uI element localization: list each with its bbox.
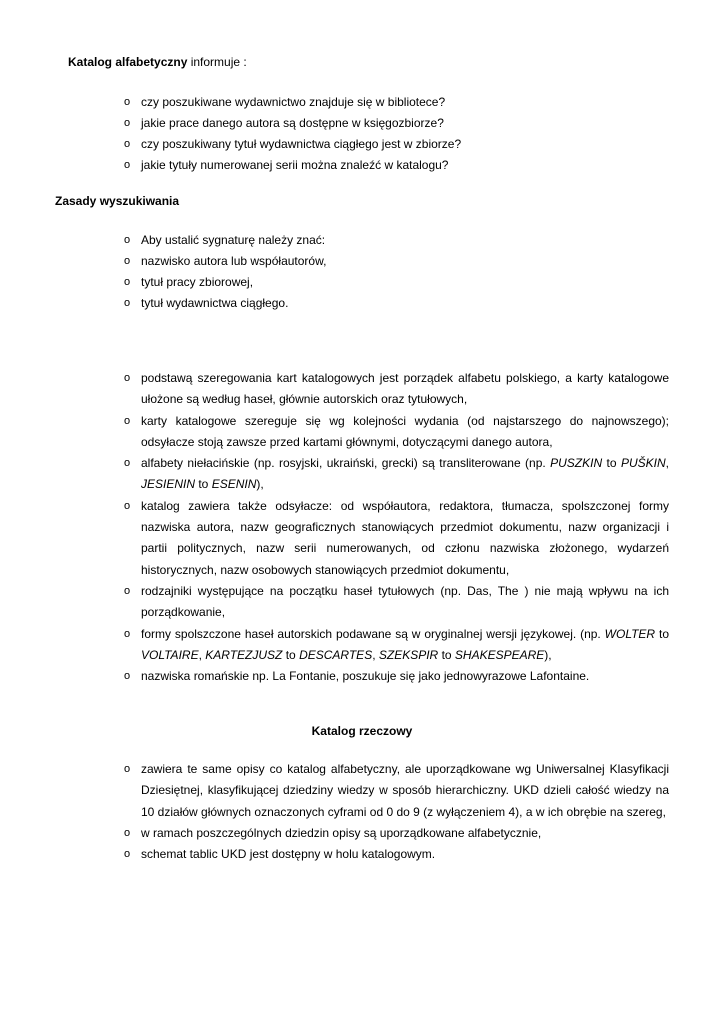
list-item: o zawiera te same opisy co katalog alfabetyczny, ale uporządkowane wg Uniwersalnej Klasyfikacji Dziesiętnej, klasyfikującej dziedziny wiedzy w sposób hierarchiczny. UKD dzieli całość wiedzy na 10 działów głównych oznaczonych cyframi od 0 do 9 (z wyłączeniem 4), a w ich obrębie na szereg,	[124, 759, 669, 823]
bullet-icon: o	[124, 255, 131, 267]
search-rules-heading: Zasady wyszukiwania	[55, 194, 180, 208]
bullet-icon: o	[124, 276, 131, 288]
bullet-icon: o	[124, 372, 131, 384]
list-item: o tytuł wydawnictwa ciągłego.	[124, 293, 684, 314]
list-item: o tytuł pracy zbiorowej,	[124, 272, 684, 293]
bullet-icon: o	[124, 96, 131, 108]
bullet-icon: o	[124, 627, 131, 640]
list-item: o nazwiska romańskie np. La Fontanie, poszukuje się jako jednowyrazowe Lafontaine.	[124, 666, 669, 687]
list-item: o podstawą szeregowania kart katalogowych jest porządek alfabetu polskiego, a karty katalogowe ułożone są według haseł, głównie autorskich oraz tytułowych,	[124, 368, 669, 411]
signature-requirements-list	[124, 230, 684, 314]
list-item: o karty katalogowe szereguje się wg kolejności wydania (od najstarszego do najnowszego); odsyłacze stoją zawsze przed kartami głównymi, dotyczącymi danego autora,	[124, 411, 669, 454]
list-item: o czy poszukiwane wydawnictwo znajduje się w bibliotece?	[124, 92, 684, 113]
bullet-icon: o	[124, 670, 131, 683]
bullet-icon: o	[124, 457, 131, 470]
list-item: o nazwisko autora lub współautorów,	[124, 251, 684, 272]
ordering-rules-list	[124, 368, 669, 687]
intro-title: Katalog alfabetyczny	[68, 55, 188, 69]
list-item: o jakie prace danego autora są dostępne w księgozbiorze?	[124, 113, 684, 134]
intro-rest: informuje :	[187, 55, 247, 69]
list-item	[124, 453, 669, 496]
bullet-icon: o	[124, 584, 131, 597]
list-item: o jakie tytuły numerowanej serii można znaleźć w katalogu?	[124, 155, 684, 176]
bullet-icon: o	[124, 234, 131, 246]
bullet-icon: o	[124, 138, 131, 150]
bullet-icon: o	[124, 763, 131, 775]
list-item: o w ramach poszczególnych dziedzin opisy są uporządkowane alfabetycznie,	[124, 823, 669, 844]
bullet-icon: o	[124, 414, 131, 427]
list-item: o Aby ustalić sygnaturę należy znać:	[124, 230, 684, 251]
list-item: o rodzajniki występujące na początku haseł tytułowych (np. Das, The ) nie mają wpływu na ich porządkowanie,	[124, 581, 669, 624]
list-item: o czy poszukiwany tytuł wydawnictwa ciągłego jest w zbiorze?	[124, 134, 684, 155]
intro-line	[68, 54, 247, 70]
bullet-icon: o	[124, 848, 131, 861]
list-item	[124, 624, 669, 667]
alphabetical-catalog-questions	[124, 92, 684, 176]
bullet-icon: o	[124, 499, 131, 512]
list-item: o schemat tablic UKD jest dostępny w holu katalogowym.	[124, 844, 669, 865]
bullet-icon: o	[124, 297, 131, 309]
list-item: o katalog zawiera także odsyłacze: od współautora, redaktora, tłumacza, spolszczonej formy nazwiska autora, nazw geograficznych stanowiących przedmiot dokumentu, nazw organizacji i partii politycznych, nazw serii numerowanych, od członu nazwiska złożonego, wydarzeń historycznych, nazw osobowych stanowiących przedmiot dokumentu,	[124, 496, 669, 581]
bullet-icon: o	[124, 159, 131, 171]
polonized-forms-item: formy spolszczone haseł autorskich podawane są w oryginalnej wersji językowej. (np. WOLTER to VOLTAIRE, KARTEZJUSZ to DESCARTES, SZEKSPIR to SHAKESPEARE),	[141, 626, 670, 662]
transliteration-item: alfabety niełacińskie (np. rosyjski, ukraiński, grecki) są transliterowane (np. PUSZKIN to PUŠKIN, JESIENIN to ESENIN),	[141, 456, 669, 492]
subject-catalog-list	[124, 759, 669, 865]
bullet-icon: o	[124, 117, 131, 129]
subject-catalog-heading: Katalog rzeczowy	[311, 724, 413, 738]
bullet-icon: o	[124, 826, 131, 839]
